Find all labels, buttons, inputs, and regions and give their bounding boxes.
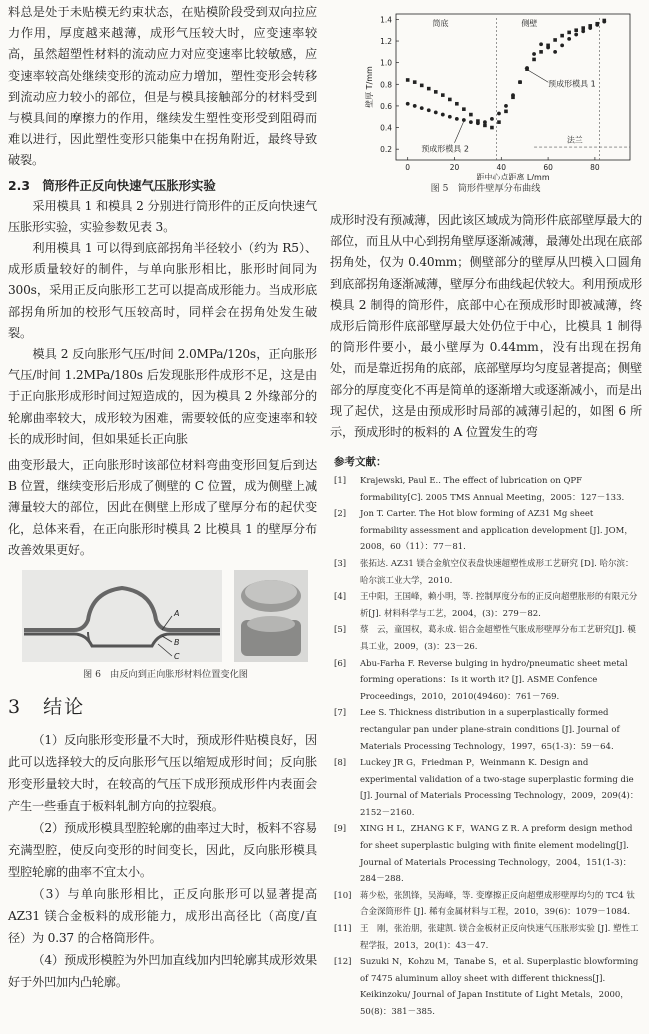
reference-item: [334, 656, 642, 706]
y-tick-label: 0.4: [380, 123, 392, 133]
reference-number: [11]: [334, 924, 352, 935]
data-point-die1: [539, 50, 543, 54]
data-point-die2: [448, 115, 452, 119]
figure-5: [330, 0, 641, 198]
conclusion-item-3: （3）与单向胀形相比，正反向胀形可以显著提高 AZ31 镁合金板料的成形能力，成形出高径比（高度/直径）为 0.37 的合格筒形件。: [8, 887, 317, 945]
reference-number: [12]: [334, 957, 352, 968]
reference-item: [334, 821, 642, 887]
left-column-top: [8, 2, 317, 450]
x-tick-label: 0: [405, 163, 411, 172]
y-tick-label: 1.0: [380, 58, 392, 68]
reference-item: [334, 954, 642, 1020]
figure-6-caption: 图 6 由反向到正向胀形材料位置变化图: [83, 669, 248, 680]
y-tick-label: 0.6: [380, 101, 392, 111]
section-heading-2-3: 2.3 筒形件正反向快速气压胀形实验: [8, 177, 216, 193]
data-point-die2: [469, 120, 473, 124]
reference-text: Jon T. Carter. The Hot blow forming of AZ31 Mg sheet formability assessment and application development [J]. JOM，2008，60（11）：77－81.: [360, 509, 633, 553]
reference-text: 蒋少松，张凯锋，吴海峰，等. 变摩擦正反向超塑成形壁厚均匀的 TC4 钛合金深筒形件 [J]. 稀有金属材料与工程，2010，39(6)：1079－1084.: [360, 890, 635, 918]
data-point-die2: [413, 104, 417, 108]
data-point-die2: [483, 120, 487, 124]
label-a: A: [174, 609, 180, 618]
reference-number: [4]: [334, 592, 347, 603]
paragraph-thickness-analysis: 成形时没有预减薄，因此该区域成为筒形件底部壁厚最大的部位，而且从中心到拐角壁厚逐渐减薄，最薄处出现在底部拐角处，仅为 0.40mm；侧壁部分的壁厚从凹模入口圆角到底部拐角逐渐减薄，壁厚分布曲线起伏较大。利用预成形模具 2 制得的筒形件，底部中心在预成形时即被减薄，终成形后筒形件底部壁厚最大处仍位于中心，比模具 1 制得的筒形件要小，最小壁厚为 0.44mm，没有出现在拐角处，而是靠近拐角的底部，底部壁厚均匀度显著提高；侧壁部分的厚度变化不再是简单的逐渐增大或逐渐减小，而是出现了起伏，这是由预成形时局部的减薄引起的，如图 6 所示，预成形时的板料的 A 位置发生的弯: [330, 213, 642, 440]
conclusion-item-1: （1）反向胀形变形量不大时，预成形件贴模良好，因此可以选择较大的反向胀形气压以缩短成形时间；反向胀形变形量较大时，在较高的气压下成形预成形件内表面会产生一些垂直于板料轧制方向的拉裂痕。: [8, 733, 317, 813]
x-tick-label: 80: [590, 163, 600, 172]
data-point-die1: [448, 98, 452, 102]
data-point-die2: [553, 50, 557, 54]
annotation-die1: 预成形模具 1: [548, 79, 596, 89]
reference-text: 张拓达. AZ31 镁合金航空仪表盘快速超塑性成形工艺研究 [D]. 哈尔滨：哈尔滨工业大学，2010.: [360, 558, 634, 586]
reference-text: Lee S. Thickness distribution in a superplastically formed rectangular pan under plane-strain conditions [J]. Journal of Materials Processing Technology，1997，65(1-3)：59－64.: [360, 708, 620, 752]
data-point-die1: [497, 120, 501, 124]
data-point-die1: [413, 80, 417, 84]
reference-item: [334, 705, 642, 755]
data-point-die1: [455, 102, 459, 106]
data-point-die2: [602, 20, 606, 24]
reference-number: [3]: [334, 558, 347, 569]
leader-die1: [525, 68, 548, 82]
data-point-die2: [511, 93, 515, 97]
data-point-die2: [406, 102, 410, 106]
figure-6: [8, 570, 323, 685]
paragraph-bend-recovery: 曲变形最大，正向胀形时该部位材料弯曲变形回复后到达 B 位置，继续变形后形成了侧壁的 C 位置，成为侧壁上减薄量较大的部位，因此在侧壁上形成了壁厚分布的起伏变化，总体来看，在正向胀形时模具 2 比模具 1 的壁厚分布改善效果更好。: [8, 458, 317, 557]
label-b: B: [174, 638, 180, 647]
leader-die2: [455, 121, 464, 143]
data-point-die1: [462, 107, 466, 111]
reference-item: [334, 473, 642, 506]
reference-number: [2]: [334, 509, 347, 520]
left-column-mid: [8, 455, 317, 561]
paragraph-continued: 料总是处于未贴模无约束状态，在贴模阶段受到双向拉应力作用，厚度越来越薄，成形气压较大时，应变速率较高，虽然超塑性材料的流动应力对应变速率比较敏感，应变速率较高处继续变形的流动应力增加，塑性变形会转移到流动应力较小的部位，但是与模具接触部分的材料受到与模具间的摩擦力的作用，继续发生塑性变形受到阻碍而难以进行，因此塑性变形只能集中在拐角附近，最终导致破裂。: [8, 5, 317, 168]
reference-text: Krajewski, Paul E.. The effect of lubrication on QPF formability[C]. 2005 TMS Annual Meeting，2005：127－133.: [360, 476, 625, 503]
paragraph-die1-result: 利用模具 1 可以得到底部拐角半径较小（约为 R5）、成形质量较好的制件，与单向胀形相比，胀形时间同为 300s，采用正反向胀形工艺可以提高成形能力。当成形底部拐角所加的校形气压较高时，同样会在拐角处发生破裂。: [8, 241, 317, 340]
wall-thickness-chart: [330, 0, 641, 180]
reference-number: [6]: [334, 658, 347, 669]
annotation-wall: 侧壁: [521, 18, 538, 28]
data-point-die2: [581, 29, 585, 33]
reference-text: Luckey JR G，Friedman P，Weinmann K. Design and experimental validation of a two-stage superplastic forming die [J]. Journal of Materials Processing Technology，2009，209(4)：2152－2160.: [360, 758, 639, 818]
reference-item: [334, 589, 642, 622]
annotation-die2: 预成形模具 2: [421, 144, 469, 154]
data-point-die1: [483, 124, 487, 128]
reference-text: XING H L，ZHANG K F，WANG Z R. A preform design method for sheet superplastic bulging with finite element modeling[J]. Journal of Materials Processing Technology，2004，151(1-3)：284－288.: [360, 824, 633, 885]
right-column-top: [330, 210, 642, 443]
data-point-die2: [588, 26, 592, 30]
conclusion-item-4: （4）预成形模腔为外凹加直线加内凹轮廓其成形效果好于外凹加内凸轮廓。: [8, 953, 317, 989]
data-point-die1: [434, 90, 438, 94]
reference-item: [334, 556, 642, 589]
data-point-die1: [532, 58, 536, 62]
reference-list: [334, 473, 642, 1021]
y-tick-label: 0.2: [380, 145, 392, 155]
references-section: [334, 454, 642, 1021]
conclusion-section: [8, 692, 317, 993]
x-axis-label: 距中心点距离 L/mm: [476, 173, 550, 180]
data-point-die2: [504, 104, 508, 108]
label-c: C: [174, 652, 180, 661]
data-point-die1: [581, 26, 585, 30]
data-point-die2: [567, 37, 571, 41]
x-tick-label: 40: [496, 163, 507, 172]
data-point-die1: [567, 31, 571, 35]
y-tick-label: 1.4: [380, 15, 392, 25]
data-point-die1: [427, 87, 431, 91]
data-point-die1: [490, 126, 494, 130]
reference-item: [334, 888, 642, 921]
conclusion-heading: 3 结论: [8, 696, 86, 718]
annotation-flange: 法兰: [566, 135, 583, 145]
x-tick-label: 60: [543, 163, 553, 172]
reference-text: 王中阳，王国峰，赖小明，等. 控制厚度分布的正反向超塑胀形的有限元分析[J]. 材料科学与工艺，2004，(3)：279－82.: [360, 592, 638, 619]
reference-item: [334, 921, 642, 954]
data-point-die1: [406, 78, 410, 82]
conclusion-item-2: （2）预成形模具型腔轮廓的曲率过大时，板料不容易充满型腔，使反向变形的时间变长，因此，反向胀形模具型腔轮廓的曲率不宜太小。: [8, 821, 317, 879]
data-point-die1: [420, 84, 424, 88]
data-point-die2: [497, 112, 501, 116]
paragraph-die2-result: 模具 2 反向胀形气压/时间 2.0MPa/120s，正向胀形气压/时间 1.2MPa/180s 后发现胀形件成形不足，这是由于正向胀形成形时间过短造成的，因为模具 2 外缘部分的轮廓曲率较大，成形较为困难，需要较低的应变速率和较长的成形时间，但如果延长正向胀: [8, 347, 317, 446]
annotation-bottom: 筒底: [432, 18, 449, 28]
data-point-die1: [574, 28, 578, 32]
data-point-die2: [546, 46, 550, 50]
x-tick-label: 20: [449, 163, 460, 172]
reference-item: [334, 755, 642, 821]
data-point-die2: [574, 33, 578, 37]
y-axis-label: 壁厚 T/mm: [365, 66, 374, 108]
reference-text: 王 刚，张治朋，张建凯. 镁合金板材正反向快速气压胀形实验 [J]. 塑性工程学报，2013，20(1)：43－47.: [360, 924, 639, 951]
cross-section-photo-panel: [22, 570, 222, 662]
figure-5-caption: 图 5 筒形件壁厚分布曲线: [430, 183, 541, 194]
data-point-die1: [469, 113, 473, 117]
reference-text: 蔡 云，童国权，葛永成. 铝合金超塑性气胀成形壁厚分布工艺研究[J]. 模具工业，2009，(3)：23－26.: [360, 625, 636, 652]
data-point-die2: [595, 23, 599, 27]
y-tick-label: 1.2: [380, 37, 392, 47]
reference-number: [7]: [334, 708, 347, 719]
reference-number: [8]: [334, 758, 347, 769]
data-point-die2: [441, 113, 445, 117]
data-point-die2: [455, 117, 459, 121]
data-point-die2: [539, 42, 543, 46]
data-point-die1: [560, 34, 564, 38]
reference-item: [334, 622, 642, 655]
reference-text: Abu-Farha F. Reverse bulging in hydro/pneumatic sheet metal forming operations：Is it worth it? [J]. ASME Confence Proceedings，2010，2010(49460)：761－769.: [360, 658, 628, 702]
data-point-die2: [518, 80, 522, 84]
reference-number: [1]: [334, 476, 347, 486]
reference-number: [5]: [334, 625, 347, 636]
reference-item: [334, 506, 642, 556]
reference-number: [10]: [334, 890, 352, 901]
data-point-die2: [532, 52, 536, 56]
reference-text: Suzuki N，Kohzu M，Tanabe S，et al. Superplastic blowforming of 7475 aluminum alloy sheet with different thickness[J]. Keikinzoku/ Journal of Japan Institute of Light Metals，2000，50(8)：381－385.: [360, 957, 639, 1017]
data-point-die1: [553, 38, 557, 42]
cross-section-drawing: [22, 570, 222, 662]
paragraph-experiment-intro: 采用模具 1 和模具 2 分别进行筒形件的正反向快速气压胀形实验，实验参数见表 3。: [8, 198, 317, 234]
data-point-die1: [441, 93, 445, 97]
data-point-die1: [504, 110, 508, 114]
data-point-die2: [420, 106, 424, 110]
data-point-die2: [560, 43, 564, 47]
reference-number: [9]: [334, 824, 347, 835]
y-tick-label: 0.8: [380, 80, 392, 90]
data-point-die2: [434, 111, 438, 115]
data-point-die2: [476, 121, 480, 125]
data-point-die2: [427, 108, 431, 112]
formed-part-photo: [234, 570, 308, 662]
data-point-die2: [490, 117, 494, 121]
references-heading: 参考文献：: [334, 456, 387, 468]
